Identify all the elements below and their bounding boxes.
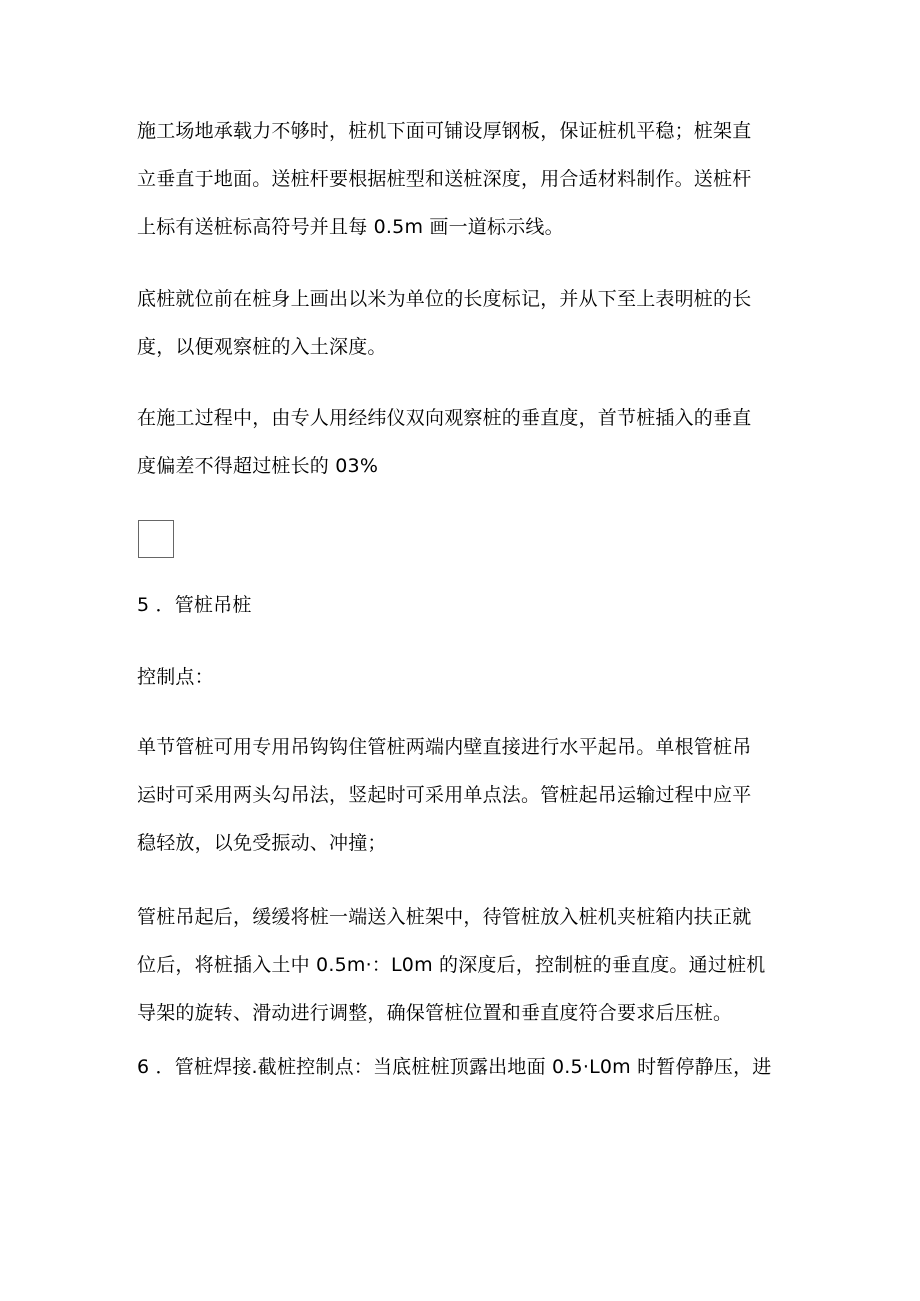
paragraph-pile-insertion [137, 893, 797, 1037]
label-text: 控制点： [137, 666, 214, 688]
paragraph-verticality-check [137, 394, 797, 490]
control-points-label [137, 653, 797, 701]
text-line: 立垂直于地面。送桩杆要根据桩型和送桩深度，用合适材料制作。送桩杆 [137, 168, 752, 190]
text-line: 度，以便观察桩的入土深度。 [137, 336, 387, 358]
text-line: 施工场地承载力不够时，桩机下面可铺设厚钢板，保证桩机平稳；桩架直 [137, 120, 752, 142]
text-line: 单节管桩可用专用吊钩钩住管桩两端内壁直接进行水平起吊。单根管桩吊 [137, 736, 752, 758]
text-line: 运时可采用两头勾吊法，竖起时可采用单点法。管桩起吊运输过程中应平 [137, 784, 752, 806]
text-line: 底桩就位前在桩身上画出以米为单位的长度标记，并从下至上表明桩的长 [137, 288, 752, 310]
text-line: 稳轻放，以免受振动、冲撞； [137, 832, 387, 854]
section-heading-6 [137, 1043, 797, 1091]
text-line: 度偏差不得超过桩长的 03% [137, 455, 379, 477]
text-line: 在施工过程中，由专人用经纬仪双向观察桩的垂直度，首节桩插入的垂直 [137, 407, 752, 429]
text-line: 上标有送桩标高符号并且每 0.5m 画一道标示线。 [137, 216, 564, 238]
text-line: 导架的旋转、滑动进行调整，确保管桩位置和垂直度符合要求后压桩。 [137, 1002, 733, 1024]
paragraph-lifting-method [137, 723, 797, 867]
text-line: 6 ．管桩焊接.截桩控制点：当底桩桩顶露出地面 0.5·L0m 时暂停静压，进 [137, 1056, 772, 1078]
checkbox-icon[interactable] [138, 520, 174, 558]
text-line: 管桩吊起后，缓缓将桩一端送入桩架中，待管桩放入桩机夹桩箱内扶正就 [137, 906, 752, 928]
text-line: 位后，将桩插入土中 0.5m·：L0m 的深度后，控制桩的垂直度。通过桩机 [137, 954, 766, 976]
paragraph-length-marking [137, 275, 797, 371]
section-title: 5 ．管桩吊桩 [137, 594, 252, 616]
paragraph-pile-machine-setup [137, 107, 797, 251]
section-heading-5 [137, 581, 797, 629]
